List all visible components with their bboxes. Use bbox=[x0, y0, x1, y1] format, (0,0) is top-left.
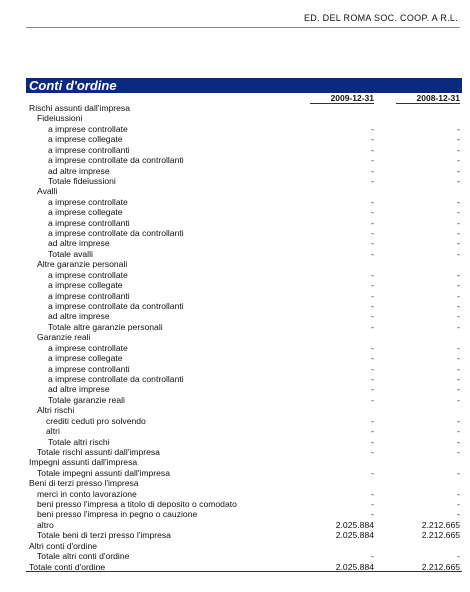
row-value-2009: - bbox=[371, 123, 374, 134]
row-label: Impegni assunti dall'impresa bbox=[29, 457, 138, 468]
row-label: a imprese controllate bbox=[48, 342, 128, 353]
row-value-2008: - bbox=[457, 290, 460, 301]
row-value-2009: - bbox=[371, 155, 374, 166]
row-value-2009: 2.025.884 bbox=[335, 561, 374, 572]
row-value-2008: - bbox=[457, 426, 460, 437]
table-row bbox=[26, 197, 462, 207]
row-value-2008: - bbox=[457, 144, 460, 155]
row-value-2008: - bbox=[457, 488, 460, 499]
row-value-2009: - bbox=[371, 196, 374, 207]
row-value-2008: - bbox=[457, 238, 460, 249]
row-value-2009: - bbox=[371, 415, 374, 426]
row-value-2008: - bbox=[457, 394, 460, 405]
row-label: a imprese collegate bbox=[48, 134, 123, 145]
row-label: ad altre imprese bbox=[48, 238, 110, 249]
row-value-2009: - bbox=[371, 446, 374, 457]
table-row bbox=[26, 259, 462, 269]
table-row bbox=[26, 332, 462, 342]
row-label: Altri rischi bbox=[37, 405, 75, 416]
table-row bbox=[26, 280, 462, 290]
row-value-2008: - bbox=[457, 551, 460, 562]
table-row bbox=[26, 530, 462, 540]
row-value-2008: - bbox=[457, 269, 460, 280]
row-label: a imprese controllanti bbox=[48, 217, 130, 228]
row-value-2009: - bbox=[371, 134, 374, 145]
row-value-2008: - bbox=[457, 467, 460, 478]
row-value-2008: 2.212.665 bbox=[421, 530, 460, 541]
table-row bbox=[26, 457, 462, 467]
table-row bbox=[26, 499, 462, 509]
column-header-2008: 2008-12-31 bbox=[396, 94, 460, 104]
row-label: a imprese controllate da controllanti bbox=[48, 155, 184, 166]
row-label: Altri conti d'ordine bbox=[29, 540, 98, 551]
table-row bbox=[26, 353, 462, 363]
row-label: ad altre imprese bbox=[48, 311, 110, 322]
row-value-2008: - bbox=[457, 280, 460, 291]
row-label: Totale avalli bbox=[48, 248, 93, 259]
row-label: Totale altre garanzie personali bbox=[48, 321, 163, 332]
row-label: Totale fideiussioni bbox=[48, 175, 116, 186]
row-value-2008: - bbox=[457, 436, 460, 447]
row-label: a imprese controllate bbox=[48, 269, 128, 280]
row-value-2009: - bbox=[371, 311, 374, 322]
row-label: Garanzie reali bbox=[37, 332, 91, 343]
row-label: Totale garanzie reali bbox=[48, 394, 125, 405]
table-row bbox=[26, 186, 462, 196]
table-row bbox=[26, 249, 462, 259]
row-value-2008: - bbox=[457, 155, 460, 166]
row-value-2008: - bbox=[457, 217, 460, 228]
row-value-2009: - bbox=[371, 290, 374, 301]
row-label: a imprese controllanti bbox=[48, 363, 130, 374]
row-label: Totale beni di terzi presso l'impresa bbox=[37, 530, 171, 541]
table-row bbox=[26, 374, 462, 384]
row-value-2009: - bbox=[371, 394, 374, 405]
table-row bbox=[26, 520, 462, 530]
row-value-2008: - bbox=[457, 165, 460, 176]
row-value-2008: - bbox=[457, 363, 460, 374]
table-row bbox=[26, 426, 462, 436]
row-label: a imprese collegate bbox=[48, 353, 123, 364]
table-row bbox=[26, 562, 462, 572]
table-row bbox=[26, 384, 462, 394]
row-value-2009: - bbox=[371, 217, 374, 228]
table-row bbox=[26, 228, 462, 238]
row-value-2008: - bbox=[457, 353, 460, 364]
row-value-2009: - bbox=[371, 384, 374, 395]
row-value-2009: - bbox=[371, 353, 374, 364]
header-divider bbox=[26, 27, 460, 28]
row-value-2009: - bbox=[371, 175, 374, 186]
row-value-2008: - bbox=[457, 499, 460, 510]
row-value-2008: - bbox=[457, 446, 460, 457]
row-value-2008: - bbox=[457, 196, 460, 207]
company-name: ED. DEL ROMA SOC. COOP. A R.L. bbox=[303, 13, 458, 23]
table-row bbox=[26, 343, 462, 353]
row-value-2009: - bbox=[371, 238, 374, 249]
row-label: beni presso l'impresa in pegno o cauzione bbox=[37, 509, 198, 520]
row-value-2009: - bbox=[371, 165, 374, 176]
row-value-2009: - bbox=[371, 144, 374, 155]
table-row bbox=[26, 447, 462, 457]
table-row bbox=[26, 113, 462, 123]
table-row bbox=[26, 270, 462, 280]
table-row bbox=[26, 364, 462, 374]
row-value-2008: - bbox=[457, 123, 460, 134]
row-label: beni presso l'impresa a titolo di deposito o comodato bbox=[37, 499, 237, 510]
row-value-2009: - bbox=[371, 436, 374, 447]
row-value-2009: - bbox=[371, 373, 374, 384]
row-label: Totale altri conti d'ordine bbox=[37, 551, 130, 562]
row-value-2009: - bbox=[371, 363, 374, 374]
row-label: Totale impegni assunti dall'impresa bbox=[37, 467, 171, 478]
row-label: Totale conti d'ordine bbox=[29, 561, 106, 572]
row-value-2009: 2.025.884 bbox=[335, 519, 374, 530]
row-value-2009: - bbox=[371, 551, 374, 562]
row-value-2008: - bbox=[457, 301, 460, 312]
row-label: crediti ceduti pro solvendo bbox=[46, 415, 146, 426]
table-row bbox=[26, 301, 462, 311]
table-row bbox=[26, 509, 462, 519]
table-row bbox=[26, 124, 462, 134]
row-value-2008: - bbox=[457, 311, 460, 322]
table-row bbox=[26, 478, 462, 488]
row-label: altri bbox=[46, 426, 60, 437]
row-value-2009: - bbox=[371, 301, 374, 312]
table-row bbox=[26, 176, 462, 186]
row-label: a imprese controllate da controllanti bbox=[48, 373, 184, 384]
row-value-2008: 2.212.665 bbox=[421, 561, 460, 572]
row-value-2009: - bbox=[371, 269, 374, 280]
row-label: Altre garanzie personali bbox=[37, 259, 128, 270]
row-label: ad altre imprese bbox=[48, 165, 110, 176]
section-title: Conti d'ordine bbox=[26, 78, 462, 93]
row-value-2008: - bbox=[457, 228, 460, 239]
table-row bbox=[26, 437, 462, 447]
row-label: Totale rischi assunti dall'impresa bbox=[37, 446, 160, 457]
row-value-2009: - bbox=[371, 342, 374, 353]
table-row bbox=[26, 541, 462, 551]
row-label: a imprese controllate bbox=[48, 123, 128, 134]
row-value-2009: - bbox=[371, 321, 374, 332]
statement-table bbox=[26, 103, 462, 572]
table-row bbox=[26, 155, 462, 165]
table-row bbox=[26, 103, 462, 113]
row-value-2009: 2.025.884 bbox=[335, 530, 374, 541]
row-label: a imprese controllanti bbox=[48, 144, 130, 155]
row-label: a imprese collegate bbox=[48, 280, 123, 291]
row-value-2009: - bbox=[371, 499, 374, 510]
row-value-2008: - bbox=[457, 321, 460, 332]
row-label: a imprese controllate da controllanti bbox=[48, 301, 184, 312]
table-row bbox=[26, 468, 462, 478]
column-header-2009: 2009-12-31 bbox=[310, 94, 374, 104]
row-value-2008: - bbox=[457, 384, 460, 395]
table-row bbox=[26, 134, 462, 144]
row-value-2008: - bbox=[457, 175, 460, 186]
row-label: Beni di terzi presso l'impresa bbox=[29, 478, 139, 489]
table-row bbox=[26, 311, 462, 321]
row-value-2009: - bbox=[371, 488, 374, 499]
row-value-2009: - bbox=[371, 467, 374, 478]
row-value-2008: - bbox=[457, 134, 460, 145]
row-value-2009: - bbox=[371, 509, 374, 520]
row-label: a imprese collegate bbox=[48, 207, 123, 218]
row-value-2008: 2.212.665 bbox=[421, 519, 460, 530]
table-row bbox=[26, 395, 462, 405]
table-row bbox=[26, 218, 462, 228]
row-value-2009: - bbox=[371, 228, 374, 239]
row-value-2009: - bbox=[371, 248, 374, 259]
row-label: Rischi assunti dall'impresa bbox=[29, 103, 130, 113]
row-value-2008: - bbox=[457, 207, 460, 218]
row-label: merci in conto lavorazione bbox=[37, 488, 137, 499]
row-value-2008: - bbox=[457, 415, 460, 426]
table-row bbox=[26, 291, 462, 301]
row-label: Fideiussioni bbox=[37, 113, 83, 124]
row-value-2008: - bbox=[457, 248, 460, 259]
table-row bbox=[26, 405, 462, 415]
table-row bbox=[26, 238, 462, 248]
row-label: a imprese controllanti bbox=[48, 290, 130, 301]
table-row bbox=[26, 416, 462, 426]
table-row bbox=[26, 489, 462, 499]
row-label: altro bbox=[37, 519, 54, 530]
row-label: a imprese controllate bbox=[48, 196, 128, 207]
table-row bbox=[26, 551, 462, 561]
row-value-2008: - bbox=[457, 509, 460, 520]
table-row bbox=[26, 166, 462, 176]
row-value-2009: - bbox=[371, 426, 374, 437]
table-row bbox=[26, 145, 462, 155]
row-label: ad altre imprese bbox=[48, 384, 110, 395]
row-value-2009: - bbox=[371, 280, 374, 291]
row-label: Avalli bbox=[37, 186, 58, 197]
table-row bbox=[26, 322, 462, 332]
row-label: a imprese controllate da controllanti bbox=[48, 228, 184, 239]
table-row bbox=[26, 207, 462, 217]
row-label: Totale altri rischi bbox=[48, 436, 110, 447]
row-value-2008: - bbox=[457, 342, 460, 353]
row-value-2009: - bbox=[371, 207, 374, 218]
row-value-2008: - bbox=[457, 373, 460, 384]
